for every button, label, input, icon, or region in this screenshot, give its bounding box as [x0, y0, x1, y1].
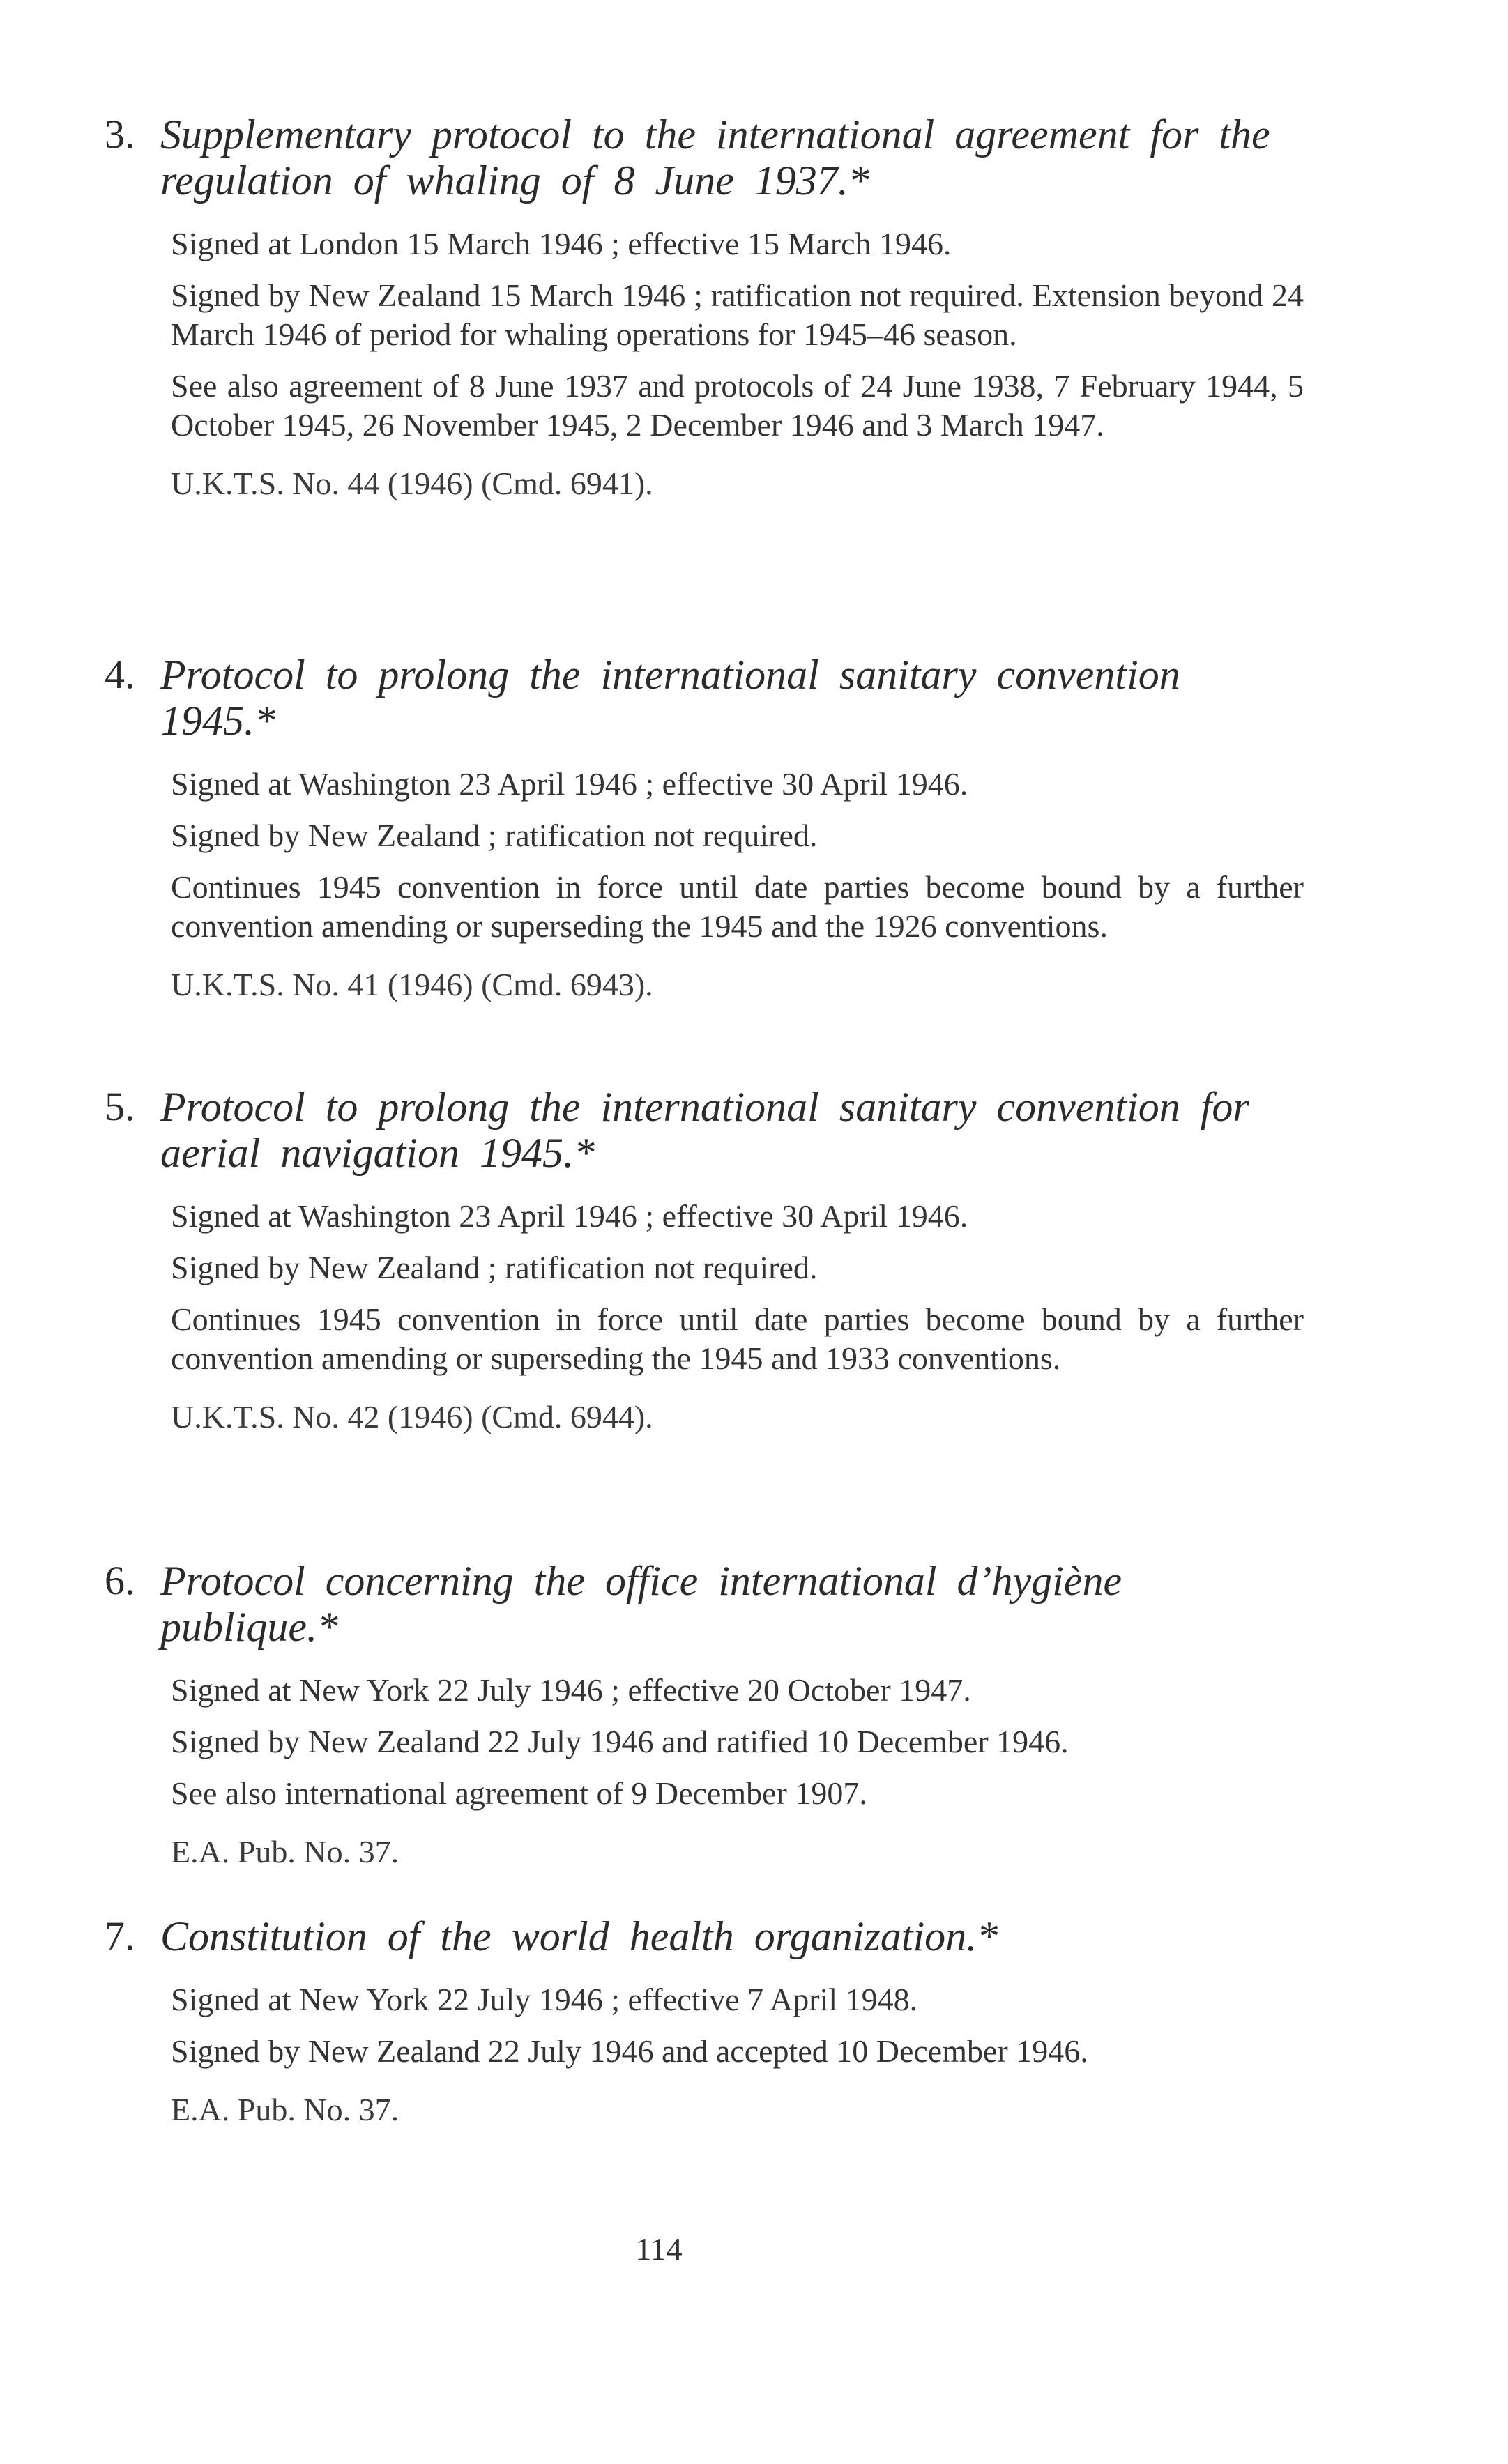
treaty-entry-6 — [105, 1558, 1304, 1872]
entry-reference: E.A. Pub. No. 37. — [171, 1834, 399, 1869]
entry-paragraph: Signed by New Zealand ; ratification not required. — [171, 818, 818, 853]
entry-title — [105, 652, 1304, 744]
entry-paragraph: Signed by New Zealand 22 July 1946 and accepted 10 December 1946. — [171, 2033, 1088, 2069]
entry-title — [105, 1558, 1304, 1650]
entry-body — [105, 1980, 1304, 2129]
entry-title — [105, 1913, 1304, 1959]
entry-paragraph: Signed at London 15 March 1946 ; effective 15 March 1946. — [171, 226, 952, 261]
entry-body — [105, 1197, 1304, 1437]
entry-paragraph: See also international agreement of 9 December 1907. — [171, 1775, 867, 1811]
entry-title — [105, 112, 1304, 204]
entry-body — [105, 224, 1304, 503]
entry-paragraph: Signed at New York 22 July 1946 ; effective 7 April 1948. — [171, 1982, 918, 2017]
treaty-entry-7 — [105, 1913, 1304, 2129]
entry-number: 7. — [105, 1913, 135, 1959]
entry-reference: U.K.T.S. No. 41 (1946) (Cmd. 6943). — [171, 967, 653, 1002]
entry-paragraph: See also agreement of 8 June 1937 and protocols of 24 June 1938, 7 February 1944, 5 October 1945, 26 November 1945, 2 December 1946 and 3 March 1947. — [171, 368, 1304, 443]
treaty-entry-5 — [105, 1084, 1304, 1437]
entry-title-text: Protocol to prolong the international sanitary convention for aerial navigation 1945.* — [160, 1084, 1249, 1176]
entry-reference: U.K.T.S. No. 44 (1946) (Cmd. 6941). — [171, 466, 653, 501]
entry-number: 3. — [105, 112, 135, 157]
entry-paragraph: Signed by New Zealand 15 March 1946 ; ratification not required. Extension beyond 24 March 1946 of period for whaling operations for 1945–46 season. — [171, 277, 1304, 352]
entry-paragraph: Continues 1945 convention in force until date parties become bound by a further convention amending or superseding the 1945 and 1933 conventions. — [171, 1301, 1304, 1376]
entry-number: 4. — [105, 652, 135, 697]
entry-title-text: Protocol concerning the office international d’hygiène publique.* — [160, 1558, 1122, 1650]
page-number: 114 — [635, 2231, 683, 2267]
entry-reference: E.A. Pub. No. 37. — [171, 2092, 399, 2127]
entry-reference: U.K.T.S. No. 42 (1946) (Cmd. 6944). — [171, 1399, 653, 1434]
entry-paragraph: Continues 1945 convention in force until date parties become bound by a further convention amending or superseding the 1945 and the 1926 conventions. — [171, 869, 1304, 944]
treaty-entry-3 — [105, 112, 1304, 503]
entry-paragraph: Signed at Washington 23 April 1946 ; effective 30 April 1946. — [171, 766, 968, 802]
entry-title-text: Supplementary protocol to the international agreement for the regulation of whaling of 8 June 1937.* — [160, 112, 1270, 204]
entry-paragraph: Signed at Washington 23 April 1946 ; effective 30 April 1946. — [171, 1198, 968, 1234]
entry-paragraph: Signed by New Zealand 22 July 1946 and ratified 10 December 1946. — [171, 1724, 1069, 1759]
entry-paragraph: Signed at New York 22 July 1946 ; effective 20 October 1947. — [171, 1672, 971, 1708]
entry-paragraph: Signed by New Zealand ; ratification not required. — [171, 1250, 818, 1285]
entry-title-text: Constitution of the world health organization.* — [160, 1913, 998, 1959]
entry-title — [105, 1084, 1304, 1176]
entry-body — [105, 765, 1304, 1004]
entry-number: 5. — [105, 1084, 135, 1129]
entry-body — [105, 1671, 1304, 1872]
treaty-entry-4 — [105, 652, 1304, 1004]
entry-number: 6. — [105, 1558, 135, 1603]
entry-title-text: Protocol to prolong the international sanitary convention 1945.* — [160, 652, 1180, 744]
